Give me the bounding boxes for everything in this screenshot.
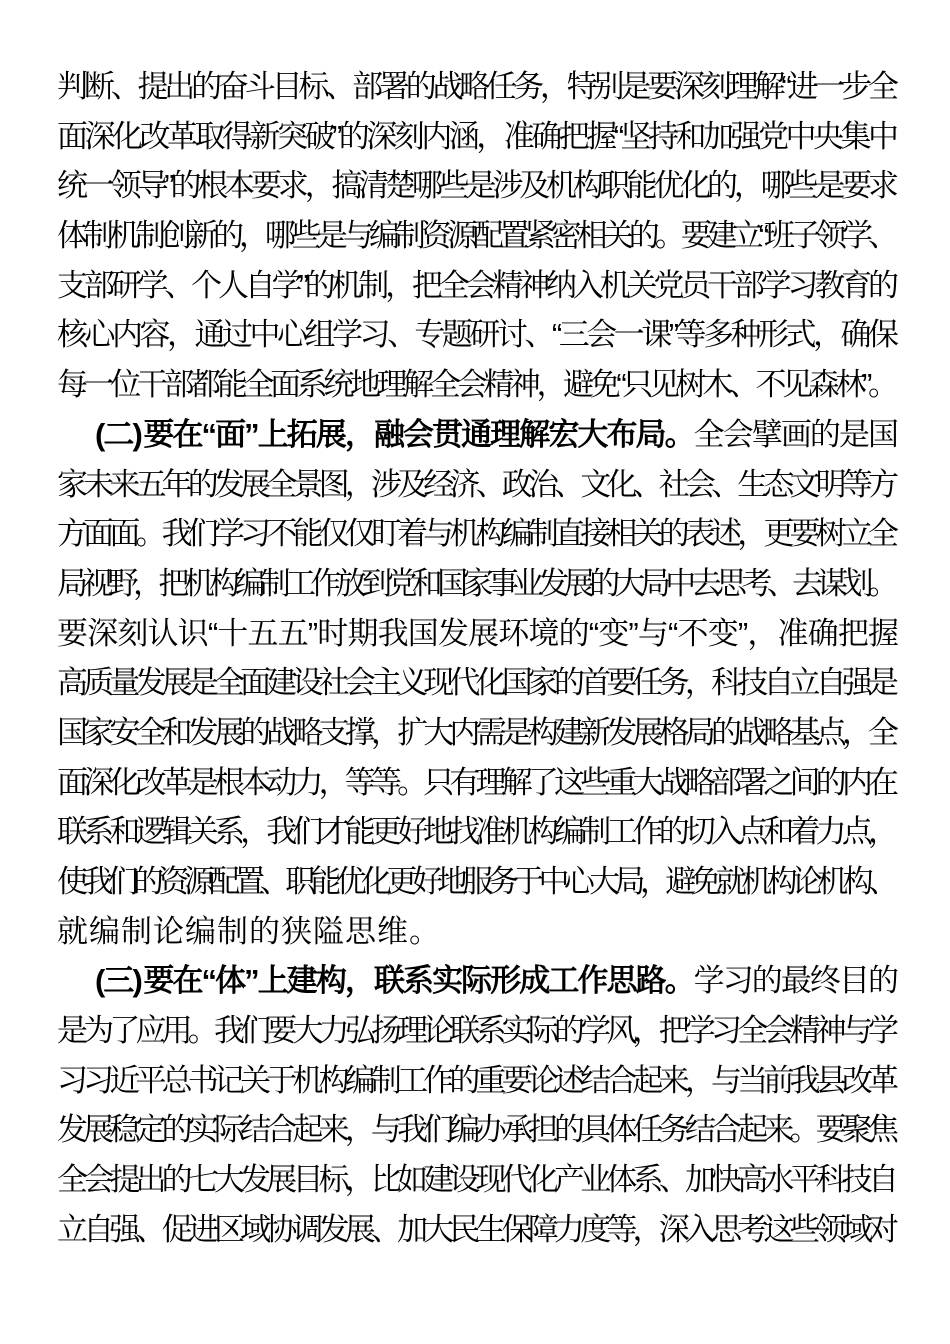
text-line (57, 1006, 893, 1056)
body-text-run: 判断、提出的奋斗目标、部署的战略任务，特别是要深刻理解“进一步全 (57, 69, 893, 104)
section-heading-run: (二) 要在“面”上拓展，融会贯通理解宏大布局。 (95, 416, 694, 452)
body-text-run: 国家安全和发展的战略支撑，扩大内需是构建新发展格局的战略基点，全 (57, 714, 893, 750)
text-line (57, 758, 893, 808)
text-line (57, 658, 893, 708)
text-line (57, 211, 893, 261)
text-line (57, 261, 893, 311)
text-line (57, 410, 893, 460)
body-text-run: 就编制论编制的狭隘思维。 (57, 913, 441, 949)
body-text-run: 体制机制创新的，哪些是与编制资源配置紧密相关的。要建立“班子领学、 (57, 218, 893, 254)
body-text-run: 要深刻认识“十五五”时期我国发展环境的“变”与“不变”，准确把握 (57, 615, 893, 651)
text-line (57, 460, 893, 510)
body-text-run: 每一位干部都能全面系统地理解全会精神，避免“只见树木、不见森林”。 (57, 367, 893, 403)
body-text-run: 家未来五年的发展全景图，涉及经济、政治、文化、社会、生态文明等方 (57, 466, 893, 502)
section-heading-run: (三) 要在“体”上建构，联系实际形成工作思路。 (95, 963, 694, 999)
text-line (57, 857, 893, 907)
body-text-run: 立自强、促进区域协调发展、加大民生保障力度等，深入思考这些领域对 (57, 1211, 893, 1247)
body-text-run: 支部研学、个人自学”的机制，把全会精神纳入机关党员干部学习教育的 (57, 267, 893, 303)
text-line (57, 62, 893, 112)
body-text-run: 高质量发展是全面建设社会主义现代化国家的首要任务，科技自立自强是 (57, 665, 893, 701)
text-line (57, 112, 893, 162)
document-body (57, 62, 893, 1255)
text-line (57, 956, 893, 1006)
text-line (57, 609, 893, 659)
body-text-run: 发展稳定的实际结合起来，与我们编办承担的具体任务结合起来。要聚焦 (57, 1112, 893, 1148)
body-text-run: 面深化改革是根本动力，等等。只有理解了这些重大战略部署之间的内在 (57, 764, 893, 800)
text-line (57, 807, 893, 857)
body-text-run: 局视野，把机构编制工作放到党和国家事业发展的大局中去思考、去谋划。 (57, 565, 893, 601)
body-text-run: 统一领导”的根本要求，搞清楚哪些是涉及机构职能优化的，哪些是要求 (57, 168, 893, 204)
text-line (57, 708, 893, 758)
body-text-run: 联系和逻辑关系，我们才能更好地找准机构编制工作的切入点和着力点， (57, 814, 893, 850)
text-line (57, 161, 893, 211)
body-text-run: 是为了应用。我们要大力弘扬理论联系实际的学风，把学习全会精神与学 (57, 1013, 893, 1049)
text-line (57, 1205, 893, 1255)
body-text-run: 使我们的资源配置、职能优化更好地服务于中心大局，避免就机构论机构、 (57, 864, 893, 899)
text-line (57, 360, 893, 410)
body-text-run: 全会提出的七大发展目标，比如建设现代化产业体系、加快高水平科技自 (57, 1162, 893, 1198)
text-line (57, 1155, 893, 1205)
text-line (57, 310, 893, 360)
body-text-run: 习习近平总书记关于机构编制工作的重要论述结合起来，与当前我县改革 (57, 1062, 893, 1098)
body-text-run: 全会擘画的是国 (693, 416, 893, 452)
body-text-run: 面深化改革取得新突破”的深刻内涵，准确把握“坚持和加强党中央集中 (57, 118, 893, 154)
text-line (57, 559, 893, 609)
body-text-run: 核心内容，通过中心组学习、专题研讨、“三会一课”等多种形式，确保 (57, 317, 893, 353)
body-text-run: 方面面。我们学习不能仅仅盯着与机构编制直接相关的表述，更要树立全 (57, 516, 893, 552)
text-line (57, 1056, 893, 1106)
text-line (57, 907, 893, 957)
text-line (57, 1105, 893, 1155)
body-text-run: 学习的最终目的 (693, 963, 893, 999)
text-line (57, 509, 893, 559)
